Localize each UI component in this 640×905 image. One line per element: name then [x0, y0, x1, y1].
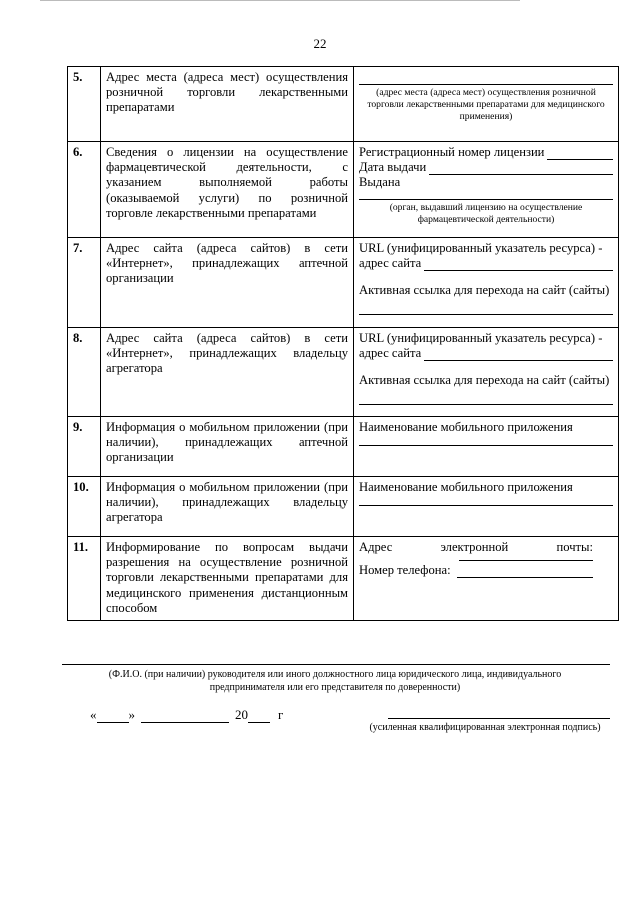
application-table — [67, 66, 619, 621]
license-number-label: Регистрационный номер лицензии — [359, 145, 545, 159]
row-value-cell — [354, 67, 619, 142]
site-address-field[interactable] — [359, 256, 613, 271]
date-close-quote: » — [128, 707, 135, 722]
signature-line[interactable] — [388, 718, 610, 719]
row-value-cell — [354, 238, 619, 328]
year-blank[interactable] — [248, 706, 270, 723]
row-number: 9. — [68, 417, 101, 477]
license-number-field[interactable] — [359, 145, 613, 160]
active-link-label: Активная ссылка для перехода на сайт (сайты) — [359, 373, 610, 388]
row-value-cell — [354, 477, 619, 537]
row-value-cell — [354, 328, 619, 417]
table-row — [68, 238, 619, 328]
row-number: 10. — [68, 477, 101, 537]
phone-blank[interactable] — [457, 565, 593, 578]
row-number: 5. — [68, 67, 101, 142]
app-name-field[interactable] — [359, 437, 613, 446]
row-number: 8. — [68, 328, 101, 417]
issued-by-caption: (орган, выдавший лицензию на осуществление фармацевтической деятельности) — [389, 201, 583, 225]
issued-by-label: Выдана — [359, 175, 401, 190]
site-address-label: адрес сайта — [359, 256, 422, 271]
issued-by-field[interactable] — [359, 193, 613, 200]
date-open-quote: « — [90, 707, 97, 722]
url-label: URL (унифицированный указатель ресурса) - — [359, 241, 603, 255]
row-description: Адрес места (адреса мест) осуществления розничной торговли лекарственными препаратами — [101, 67, 354, 142]
table-row — [68, 328, 619, 417]
table-row — [68, 417, 619, 477]
fio-caption: (Ф.И.О. (при наличии) руководителя или иного должностного лица юридического лица, индивидуального предпринимателя или его представителя по доверенности) — [108, 669, 562, 693]
url-label: URL (унифицированный указатель ресурса) - — [359, 331, 603, 345]
signature-caption: (усиленная квалифицированная электронная подпись) — [369, 722, 601, 733]
date-field — [90, 706, 283, 723]
issue-date-label: Дата выдачи — [359, 160, 427, 175]
top-edge-line — [40, 0, 520, 1]
address-caption: (адрес места (адреса мест) осуществления розничной торговли лекарственными препаратами для медицинского применения) — [367, 87, 605, 122]
year-suffix: г — [278, 707, 284, 722]
row-description: Информация о мобильном приложении (при наличии), принадлежащих аптечной организации — [101, 417, 354, 477]
month-blank[interactable] — [141, 706, 229, 723]
app-name-field[interactable] — [359, 497, 613, 506]
row-description: Адрес сайта (адреса сайтов) в сети «Интернет», принадлежащих владельцу агрегатора — [101, 328, 354, 417]
table-row — [68, 142, 619, 238]
row-value-cell — [354, 142, 619, 238]
site-address-label: адрес сайта — [359, 346, 422, 361]
row-number: 7. — [68, 238, 101, 328]
phone-field[interactable] — [359, 563, 613, 578]
row-value-cell — [354, 417, 619, 477]
email-label: Адрес электронной почты: — [359, 540, 593, 554]
row-description: Сведения о лицензии на осуществление фармацевтической деятельности, с указанием выполняемой работы (оказываемой услуги) по розничной торговле лекарственными препаратами — [101, 142, 354, 238]
site-address-blank[interactable] — [424, 348, 613, 361]
site-address-blank[interactable] — [424, 258, 613, 271]
phone-label: Номер телефона: — [359, 563, 451, 578]
app-name-label: Наименование мобильного приложения — [359, 480, 573, 494]
email-field[interactable] — [459, 557, 593, 561]
year-prefix: 20 — [235, 707, 248, 722]
row-description: Информация о мобильном приложении (при наличии), принадлежащих владельцу агрегатора — [101, 477, 354, 537]
active-link-label: Активная ссылка для перехода на сайт (сайты) — [359, 283, 610, 298]
row-description: Адрес сайта (адреса сайтов) в сети «Интернет», принадлежащих аптечной организации — [101, 238, 354, 328]
issue-date-blank[interactable] — [429, 162, 613, 175]
license-number-blank[interactable] — [547, 147, 613, 160]
row-number: 6. — [68, 142, 101, 238]
active-link-field[interactable] — [359, 391, 613, 405]
day-blank[interactable] — [97, 706, 129, 723]
table-row — [68, 537, 619, 621]
row-value-cell — [354, 537, 619, 621]
issue-date-field[interactable] — [359, 160, 613, 175]
fio-line[interactable] — [62, 664, 610, 665]
table-row — [68, 67, 619, 142]
app-name-label: Наименование мобильного приложения — [359, 420, 573, 434]
address-field[interactable] — [359, 71, 613, 85]
table-row — [68, 477, 619, 537]
page-number: 22 — [313, 36, 327, 51]
active-link-field[interactable] — [359, 301, 613, 315]
row-number: 11. — [68, 537, 101, 621]
site-address-field[interactable] — [359, 346, 613, 361]
row-description: Информирование по вопросам выдачи разрешения на осуществление розничной торговли лекарственными препаратами для медицинского применения дистанционным способом — [101, 537, 354, 621]
